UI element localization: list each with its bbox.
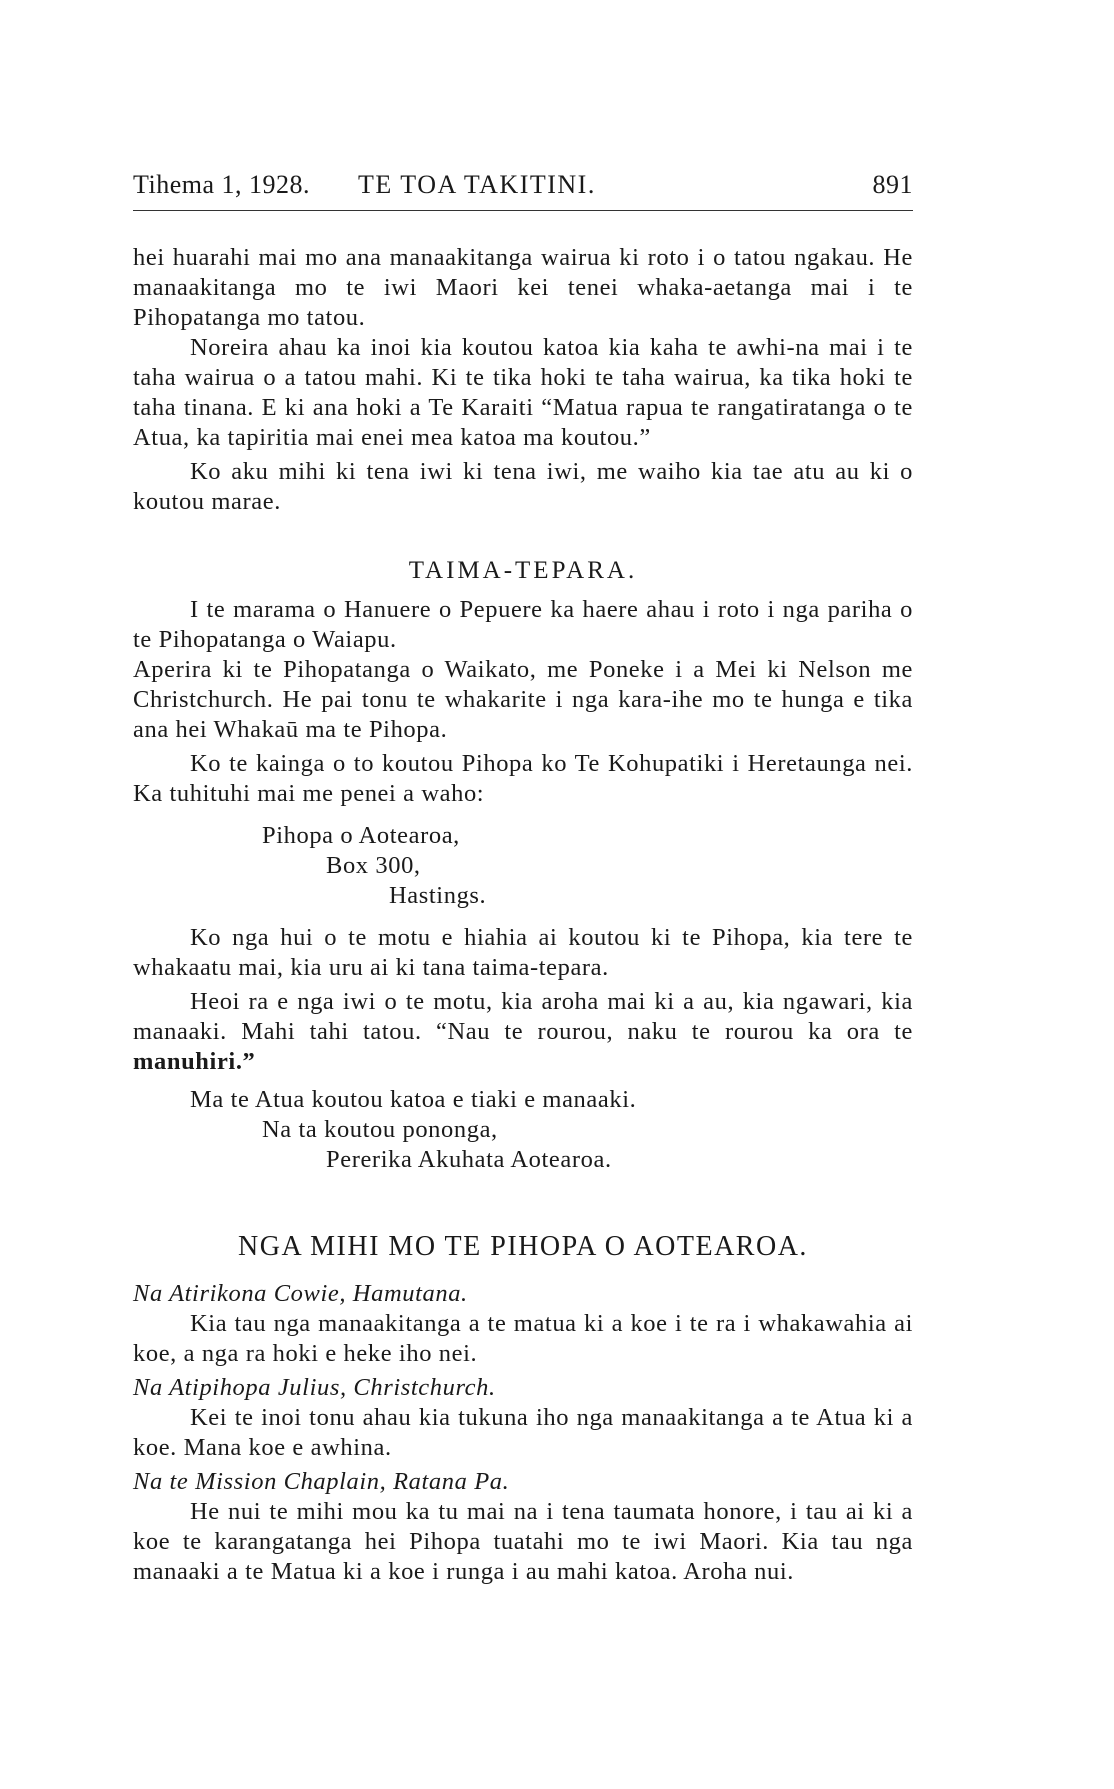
address-line: Box 300, xyxy=(326,852,421,879)
paragraph-text: Heoi ra e nga iwi o te motu, kia aroha mai ki a au, kia ngawari, kia manaaki. Mahi tahi tatou. “Nau te rourou, naku te rourou ka ora te xyxy=(133,988,913,1045)
paragraph: Ko te kainga o to koutou Pihopa ko Te Kohupatiki i Heretaunga nei. Ka tuhituhi mai me penei a waho: xyxy=(133,750,913,807)
postal-address xyxy=(133,821,913,911)
message-text: He nui te mihi mou ka tu mai na i tena taumata honore, i tau ai ki a koe te karangatanga hei Pihopa tuatahi mo te iwi Maori. Kia tau nga manaaki a te Matua ki a koe i runga i au mahi katoa. Aroha nui. xyxy=(133,1498,913,1585)
paragraph: Aperira ki te Pihopatanga o Waikato, me Poneke i a Mei ki Nelson me Christchurch. He pai tonu te whakarite i nga kara-ihe mo te hunga e tika ana hei Whakaū ma te Pihopa. xyxy=(133,656,913,743)
page xyxy=(133,0,913,1789)
page-number: 891 xyxy=(872,170,913,199)
paragraph: Ko nga hui o te motu e hiahia ai koutou ki te Pihopa, kia tere te whakaatu mai, kia uru ai ki tana taima-tepara. xyxy=(133,924,913,981)
paragraph: I te marama o Hanuere o Pepuere ka haere ahau i roto i nga pariha o te Pihopatanga o Waiapu. xyxy=(133,596,913,653)
address-line: Pihopa o Aotearoa, xyxy=(262,822,460,849)
message-from: Na Atirikona Cowie, Hamutana. xyxy=(133,1280,468,1307)
message-from: Na te Mission Chaplain, Ratana Pa. xyxy=(133,1468,510,1495)
header-title: TE TOA TAKITINI. xyxy=(358,170,596,199)
section-heading-taima-tepara: TAIMA-TEPARA. xyxy=(408,557,638,584)
message-text: Kia tau nga manaakitanga a te matua ki a koe i te ra i whakawahia ai koe, a nga ra hoki e heke iho nei. xyxy=(133,1310,913,1367)
address-line: Hastings. xyxy=(389,882,487,909)
paragraph: Noreira ahau ka inoi kia koutou katoa kia kaha te awhi-na mai i te taha wairua o a tatou mahi. Ki te tika hoki te taha wairua, ka tika hoki te taha tinana. E ki ana hoki a Te Karaiti “Matua rapua te rangatiratanga o te Atua, ka tapiritia mai enei mea katoa ma koutou.” xyxy=(133,334,913,451)
paragraph: hei huarahi mai mo ana manaakitanga wairua ki roto i o tatou ngakau. He manaakitanga mo te iwi Maori kei tenei whaka-aetanga mai i te Pihopatanga mo tatou. xyxy=(133,244,913,331)
article-body xyxy=(133,243,913,1587)
section-heading-nga-mihi: NGA MIHI MO TE PIHOPA O AOTEAROA. xyxy=(238,1231,808,1262)
paragraph-emphasis: manuhiri.” xyxy=(133,1048,256,1075)
signoff-line: Ma te Atua koutou katoa e tiaki e manaaki. xyxy=(190,1086,637,1113)
signoff-line: Pererika Akuhata Aotearoa. xyxy=(326,1146,612,1173)
paragraph xyxy=(133,987,913,1077)
header-rule xyxy=(133,210,913,211)
message-text: Kei te inoi tonu ahau kia tukuna iho nga manaakitanga a te Atua ki a koe. Mana koe e awhina. xyxy=(133,1404,913,1461)
paragraph: Ko aku mihi ki tena iwi ki tena iwi, me waiho kia tae atu au ki o koutou marae. xyxy=(133,458,913,515)
signoff-line: Na ta koutou pononga, xyxy=(262,1116,498,1143)
message-from: Na Atipihopa Julius, Christchurch. xyxy=(133,1374,496,1401)
signoff xyxy=(133,1085,913,1175)
header-date: Tihema 1, 1928. xyxy=(133,170,310,199)
running-header xyxy=(133,170,913,210)
